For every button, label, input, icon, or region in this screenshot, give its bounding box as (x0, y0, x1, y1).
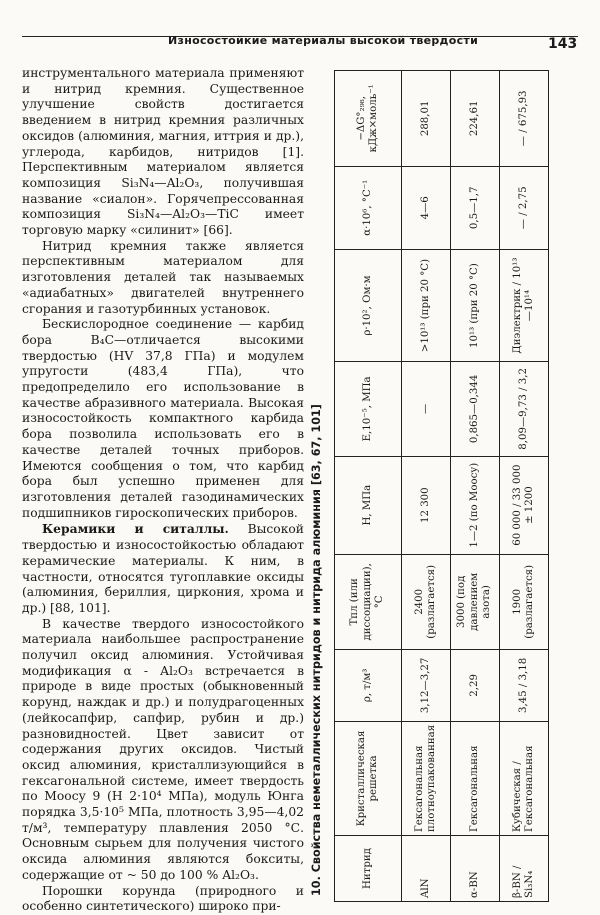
col-header: E,10⁻⁵, МПа (335, 362, 402, 456)
cell: 12 300 (402, 456, 451, 554)
rotated-table (308, 70, 574, 902)
cell: >10¹³ (при 20 °С) (402, 249, 451, 361)
cell: Диэлектрик / 10¹³—10¹⁴ (500, 249, 549, 361)
cell: 10¹³ (при 20 °С) (451, 249, 500, 361)
cell: 3,12—3,27 (402, 649, 451, 721)
table-frame (308, 70, 574, 902)
cell: 8,09—9,73 / 3,2 (500, 362, 549, 456)
paragraph: Порошки корунда (природного и особенно синтетического) широко при- (22, 883, 304, 914)
col-header: α·10⁶, °С⁻¹ (335, 166, 402, 249)
cell: α-BN (451, 836, 500, 902)
table-row (500, 71, 549, 902)
cell: — / 675,93 (500, 71, 549, 167)
cell: 2400 (разлагается) (402, 554, 451, 649)
col-header: Tпл (или диссоциации), °С (335, 554, 402, 649)
cell: 0,865—0,344 (451, 362, 500, 456)
cell: Кубическая / Гексагональная (500, 721, 549, 835)
cell: Гексагональная (451, 721, 500, 835)
bold-lead: Керамики и ситаллы. (42, 521, 229, 537)
paragraph-text: Высокой твердостью и износостойкостью обладают керамические материалы. К ним, в частности, относятся тугоплавкие оксиды (алюминия, бериллия, циркония, хрома и др.) [88, 101]. (22, 522, 304, 615)
col-header: Кристаллическая решетка (335, 721, 402, 835)
cell: 1—2 (по Моосу) (451, 456, 500, 554)
col-header: −ΔG°₂₉₈, кДж×моль⁻¹ (335, 71, 402, 167)
paragraph-ceramics (22, 521, 304, 616)
cell: 3,45 / 3,18 (500, 649, 549, 721)
paragraph: Нитрид кремния также является перспективным материалом для изготовления деталей так называемых «адиабатных» двигателей внутреннего сгорания и газотурбинных установок. (22, 238, 304, 316)
cell: AlN (402, 836, 451, 902)
cell: — (402, 362, 451, 456)
cell: 3000 (под давлением азота) (451, 554, 500, 649)
cell: 224,61 (451, 71, 500, 167)
cell: 4—6 (402, 166, 451, 249)
col-header: ρ·10², Ом·м (335, 249, 402, 361)
running-title: Износостойкие материалы высокой твердости (168, 34, 479, 47)
table-row (451, 71, 500, 902)
cell: 0,5—1,7 (451, 166, 500, 249)
col-header: Нитрид (335, 836, 402, 902)
cell: 288,01 (402, 71, 451, 167)
paragraph: В качестве твердого износостойкого материала наибольшее распространение получил оксид алюминия. Устойчивая модификация α - Al₂O₃ встречается в природе в виде простых (обыкновенный корунд, наждак и др.) и полудрагоценных (лейкосапфир, сапфир, рубин и др.) разновидностей. Цвет зависит от содержания других оксидов. Чистый оксид алюминия, кристаллизующийся в гексагональной системе, имеет твердость по Моосу 9 (Н 2·10⁴ МПа), модуль Юнга порядка 3,5·10⁵ МПа, плотность 3,95—4,02 т/м³, температуру плавления 2050 °С. Основным сырьем для получения чистого оксида алюминия являются бокситы, содержащие от ~ 50 до 100 % Al₂O₃. (22, 616, 304, 882)
cell: Гексагональная плотноупакованная (402, 721, 451, 835)
cell: 60 000 / 33 000 ± 1200 (500, 456, 549, 554)
col-header: ρ, т/м³ (335, 649, 402, 721)
body-text-column (22, 66, 304, 914)
cell: 2,29 (451, 649, 500, 721)
table-header-row (335, 71, 402, 902)
properties-table (334, 70, 549, 902)
cell: — / 2,75 (500, 166, 549, 249)
page-number: 143 (548, 36, 578, 52)
col-header: H, МПа (335, 456, 402, 554)
paragraph: Бескислородное соединение — карбид бора B₄C—отличается высокими твердостью (HV 37,8 ГПа) и модулем упругости (483,4 ГПа), что предопределило его использование в качестве абразивного материала. Высокая износостойкость компактного карбида бора позволила использовать его в качестве деталей точных приборов. Имеются сообщения о том, что карбид бора был успешно применен для изготовления деталей газодинамических подшипников гироскопических приборов. (22, 317, 304, 520)
table-caption: 10. Свойства неметаллических нитридов и нитрида алюминия [63, 67, 101] (310, 404, 323, 896)
cell: β-BN / Si₃N₄ (500, 836, 549, 902)
cell: 1900 (разлагается) (500, 554, 549, 649)
table-row (402, 71, 451, 902)
paragraph: инструментального материала применяют и нитрид кремния. Существенное улучшение свойств достигается введением в нитрид кремния различных оксидов (алюминия, магния, иттрия и др.), углерода, карбидов, нитридов [1]. Перспективным материалом является композиция Si₃N₄—Al₂O₃, получившая название «сиалон». Горячепрессованная композиция Si₃N₄—Al₂O₃—TiC имеет торговую марку «силинит» [66]. (22, 66, 304, 238)
